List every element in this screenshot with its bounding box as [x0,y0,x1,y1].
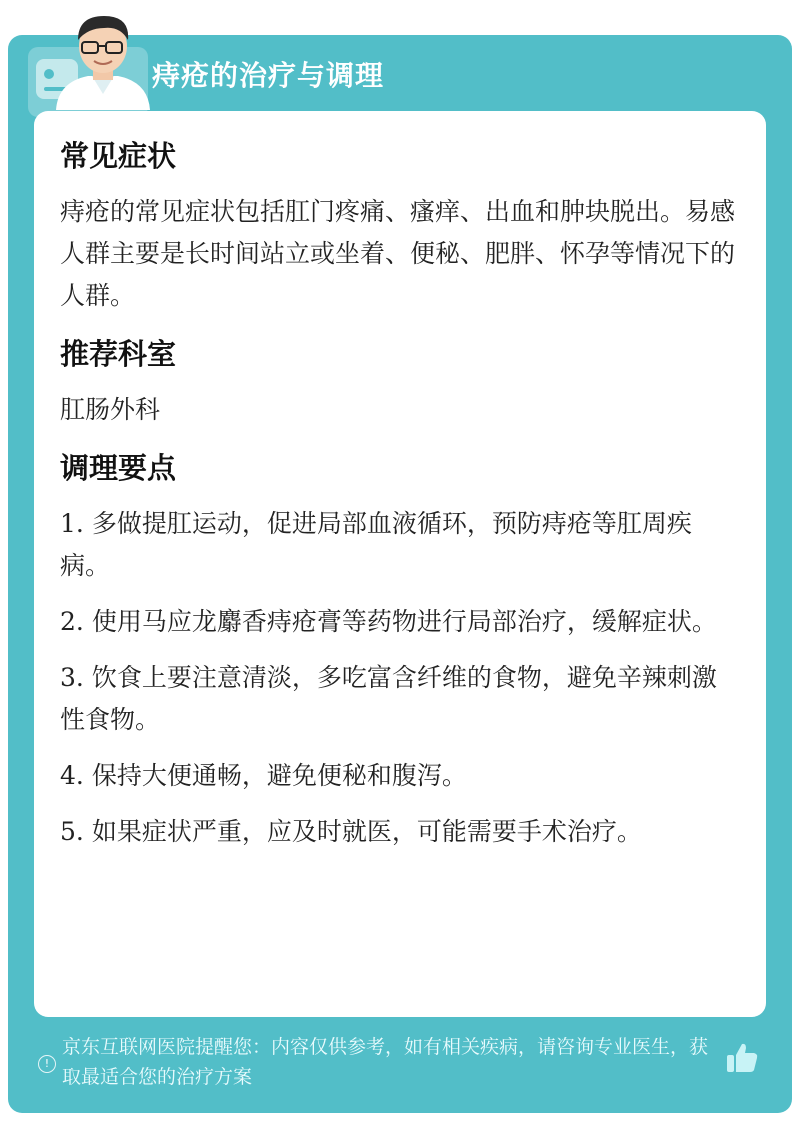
list-item-number: 2. [60,607,84,636]
list-item-number: 3. [60,663,84,692]
list-item [60,503,740,587]
list-item-text: 饮食上要注意清淡，多吃富含纤维的食物，避免辛辣刺激性食物。 [60,663,717,734]
page-title: 痔疮的治疗与调理 [152,59,385,92]
department-heading: 推荐科室 [60,337,177,371]
department-text: 肛肠外科 [60,395,161,424]
list-item-number: 1. [60,509,84,538]
list-item-number: 4. [60,761,84,790]
info-icon: ! [38,1055,56,1073]
article-card [34,111,766,1017]
list-item-text: 保持大便通畅，避免便秘和腹泻。 [91,761,467,790]
care-heading: 调理要点 [60,451,177,485]
list-item-text: 使用马应龙麝香痔疮膏等药物进行局部治疗，缓解症状。 [91,607,717,636]
article-content [60,135,740,867]
thumbs-up-icon[interactable] [724,1040,760,1076]
list-item-text: 如果症状严重，应及时就医，可能需要手术治疗。 [91,817,642,846]
list-item [60,755,740,797]
doctor-avatar [48,10,158,110]
list-item [60,601,740,643]
list-item-text: 多做提肛运动，促进局部血液循环，预防痔疮等肛周疾病。 [60,509,692,580]
symptoms-heading: 常见症状 [60,139,177,173]
list-item-number: 5. [60,817,84,846]
symptoms-text: 痔疮的常见症状包括肛门疼痛、瘙痒、出血和肿块脱出。易感人群主要是长时间站立或坐着、便秘、肥胖、怀孕等情况下的人群。 [60,197,736,310]
footer-notice: 京东互联网医院提醒您：内容仅供参考，如有相关疾病，请咨询专业医生，获取最适合您的治疗方案 [62,1036,709,1088]
list-item [60,811,740,853]
list-item [60,657,740,741]
